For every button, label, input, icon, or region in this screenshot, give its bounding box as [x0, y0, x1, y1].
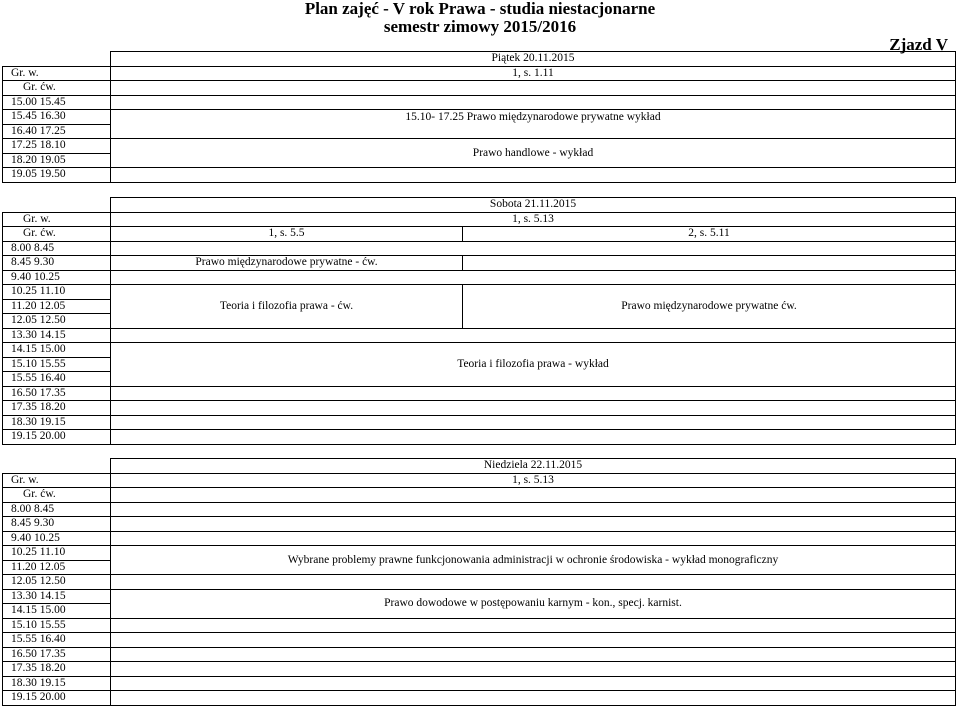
sunday-empty-cell: [111, 633, 956, 648]
table-row: [3, 618, 956, 633]
friday-gr-cw: Gr. ćw.: [3, 81, 111, 96]
table-row: [3, 676, 956, 691]
saturday-time: 15.55 16.40: [3, 372, 111, 387]
sunday-grcw-cell: [111, 488, 956, 503]
table-row: [3, 430, 956, 445]
saturday-empty-cell: [111, 372, 956, 387]
sunday-empty-cell: [111, 502, 956, 517]
saturday-empty-cell: [111, 241, 956, 256]
table-row: [3, 241, 956, 256]
saturday-date: Sobota 21.11.2015: [111, 198, 956, 213]
table-row: [3, 124, 956, 139]
table-row: [3, 95, 956, 110]
sunday-corner: [3, 459, 111, 474]
saturday-time: 19.15 20.00: [3, 430, 111, 445]
saturday-empty-cell: [463, 285, 956, 300]
friday-date: Piątek 20.11.2015: [111, 52, 956, 67]
saturday-date-row: [3, 198, 956, 213]
saturday-table: [2, 197, 956, 445]
friday-room: 1, s. 1.11: [111, 66, 956, 81]
friday-grw-row: [3, 66, 956, 81]
sunday-time: 16.50 17.35: [3, 647, 111, 662]
saturday-event-2: Teoria i filozofia prawa - ćw.: [111, 299, 463, 314]
sunday-time: 15.55 16.40: [3, 633, 111, 648]
friday-event-1: 15.10- 17.25 Prawo międzynarodowe prywatne wykład: [111, 110, 956, 125]
saturday-time: 11.20 12.05: [3, 299, 111, 314]
saturday-time: 13.30 14.15: [3, 328, 111, 343]
table-row: [3, 633, 956, 648]
friday-gr-w: Gr. w.: [3, 66, 111, 81]
sunday-event-1: Wybrane problemy prawne funkcjonowania administracji w ochronie środowiska - wykład monograficzny: [111, 546, 956, 575]
table-row: [3, 314, 956, 329]
saturday-event-4: Teoria i filozofia prawa - wykład: [111, 357, 956, 372]
sunday-time: 17.35 18.20: [3, 662, 111, 677]
friday-grcw-cell: [111, 81, 956, 96]
sunday-table: [2, 458, 956, 706]
table-row: [3, 299, 956, 314]
saturday-corner: [3, 198, 111, 213]
saturday-room-w: 1, s. 5.13: [111, 212, 956, 227]
table-row: [3, 256, 956, 271]
sunday-time: 12.05 12.50: [3, 575, 111, 590]
saturday-empty-cell: [111, 328, 956, 343]
sunday-empty-cell: [111, 531, 956, 546]
sunday-empty-cell: [111, 618, 956, 633]
sunday-empty-cell: [111, 647, 956, 662]
saturday-empty-cell: [111, 314, 463, 329]
sunday-empty-cell: [111, 575, 956, 590]
saturday-empty-cell: [111, 386, 956, 401]
saturday-time: 8.45 9.30: [3, 256, 111, 271]
table-row: [3, 415, 956, 430]
friday-empty-cell: [111, 95, 956, 110]
table-row: [3, 401, 956, 416]
table-row: [3, 517, 956, 532]
table-row: [3, 372, 956, 387]
sunday-empty-cell: [111, 691, 956, 706]
friday-event-2: Prawo handlowe - wykład: [111, 139, 956, 168]
friday-time: 17.25 18.10: [3, 139, 111, 154]
sunday-event-2: Prawo dowodowe w postępowaniu karnym - kon., specj. karnist.: [111, 589, 956, 618]
saturday-time: 18.30 19.15: [3, 415, 111, 430]
table-row: [3, 662, 956, 677]
table-row: [3, 270, 956, 285]
friday-empty-cell: [111, 124, 956, 139]
saturday-room-cw2: 2, s. 5.11: [463, 227, 956, 242]
sunday-grcw-row: [3, 488, 956, 503]
friday-time: 16.40 17.25: [3, 124, 111, 139]
sunday-gr-cw: Gr. ćw.: [3, 488, 111, 503]
table-row: [3, 647, 956, 662]
table-row: [3, 357, 956, 372]
sunday-room: 1, s. 5.13: [111, 473, 956, 488]
friday-time: 15.00 15.45: [3, 95, 111, 110]
sunday-empty-cell: [111, 676, 956, 691]
sunday-empty-cell: [111, 517, 956, 532]
table-row: [3, 328, 956, 343]
sunday-time: 8.00 8.45: [3, 502, 111, 517]
saturday-time: 15.10 15.55: [3, 357, 111, 372]
saturday-empty-cell: [111, 415, 956, 430]
saturday-grcw-row: [3, 227, 956, 242]
table-row: [3, 502, 956, 517]
table-row: [3, 575, 956, 590]
saturday-empty-cell: [463, 314, 956, 329]
saturday-time: 8.00 8.45: [3, 241, 111, 256]
table-row: [3, 589, 956, 604]
saturday-time: 10.25 11.10: [3, 285, 111, 300]
sunday-date-row: [3, 459, 956, 474]
table-row: [3, 546, 956, 561]
friday-grcw-row: [3, 81, 956, 96]
saturday-event-3: Prawo międzynarodowe prywatne ćw.: [463, 299, 956, 314]
saturday-time: 17.35 18.20: [3, 401, 111, 416]
sunday-time: 13.30 14.15: [3, 589, 111, 604]
page-title: Plan zajęć - V rok Prawa - studia niestacjonarne: [304, 0, 656, 18]
saturday-grw-row: [3, 212, 956, 227]
friday-corner: [3, 52, 111, 67]
saturday-empty-cell: [111, 401, 956, 416]
table-row: [3, 110, 956, 125]
sunday-time: 8.45 9.30: [3, 517, 111, 532]
sunday-gr-w: Gr. w.: [3, 473, 111, 488]
saturday-empty-cell: [111, 270, 956, 285]
sunday-time: 18.30 19.15: [3, 676, 111, 691]
saturday-empty-cell: [111, 285, 463, 300]
saturday-empty-cell: [111, 430, 956, 445]
table-row: [3, 386, 956, 401]
saturday-time: 14.15 15.00: [3, 343, 111, 358]
friday-table: [2, 51, 956, 183]
sunday-time: 15.10 15.55: [3, 618, 111, 633]
table-row: [3, 139, 956, 154]
table-row: [3, 168, 956, 183]
saturday-time: 12.05 12.50: [3, 314, 111, 329]
page-subtitle: semestr zimowy 2015/2016: [383, 17, 577, 36]
saturday-empty-cell: [111, 343, 956, 358]
table-row: [3, 531, 956, 546]
friday-time: 15.45 16.30: [3, 110, 111, 125]
sunday-time: 10.25 11.10: [3, 546, 111, 561]
saturday-time: 16.50 17.35: [3, 386, 111, 401]
zjazd-label: Zjazd V: [889, 35, 948, 54]
table-row: [3, 285, 956, 300]
sunday-time: 9.40 10.25: [3, 531, 111, 546]
friday-time: 19.05 19.50: [3, 168, 111, 183]
sunday-time: 14.15 15.00: [3, 604, 111, 619]
saturday-gr-cw: Gr. ćw.: [3, 227, 111, 242]
friday-time: 18.20 19.05: [3, 153, 111, 168]
friday-date-row: [3, 52, 956, 67]
saturday-empty-cell: [463, 256, 956, 271]
saturday-time: 9.40 10.25: [3, 270, 111, 285]
saturday-event-1: Prawo międzynarodowe prywatne - ćw.: [111, 256, 463, 271]
sunday-time: 19.15 20.00: [3, 691, 111, 706]
table-row: [3, 343, 956, 358]
sunday-grw-row: [3, 473, 956, 488]
sunday-empty-cell: [111, 662, 956, 677]
saturday-room-cw1: 1, s. 5.5: [111, 227, 463, 242]
saturday-gr-w: Gr. w.: [3, 212, 111, 227]
friday-empty-cell: [111, 168, 956, 183]
sunday-time: 11.20 12.05: [3, 560, 111, 575]
table-row: [3, 691, 956, 706]
sunday-date: Niedziela 22.11.2015: [111, 459, 956, 474]
